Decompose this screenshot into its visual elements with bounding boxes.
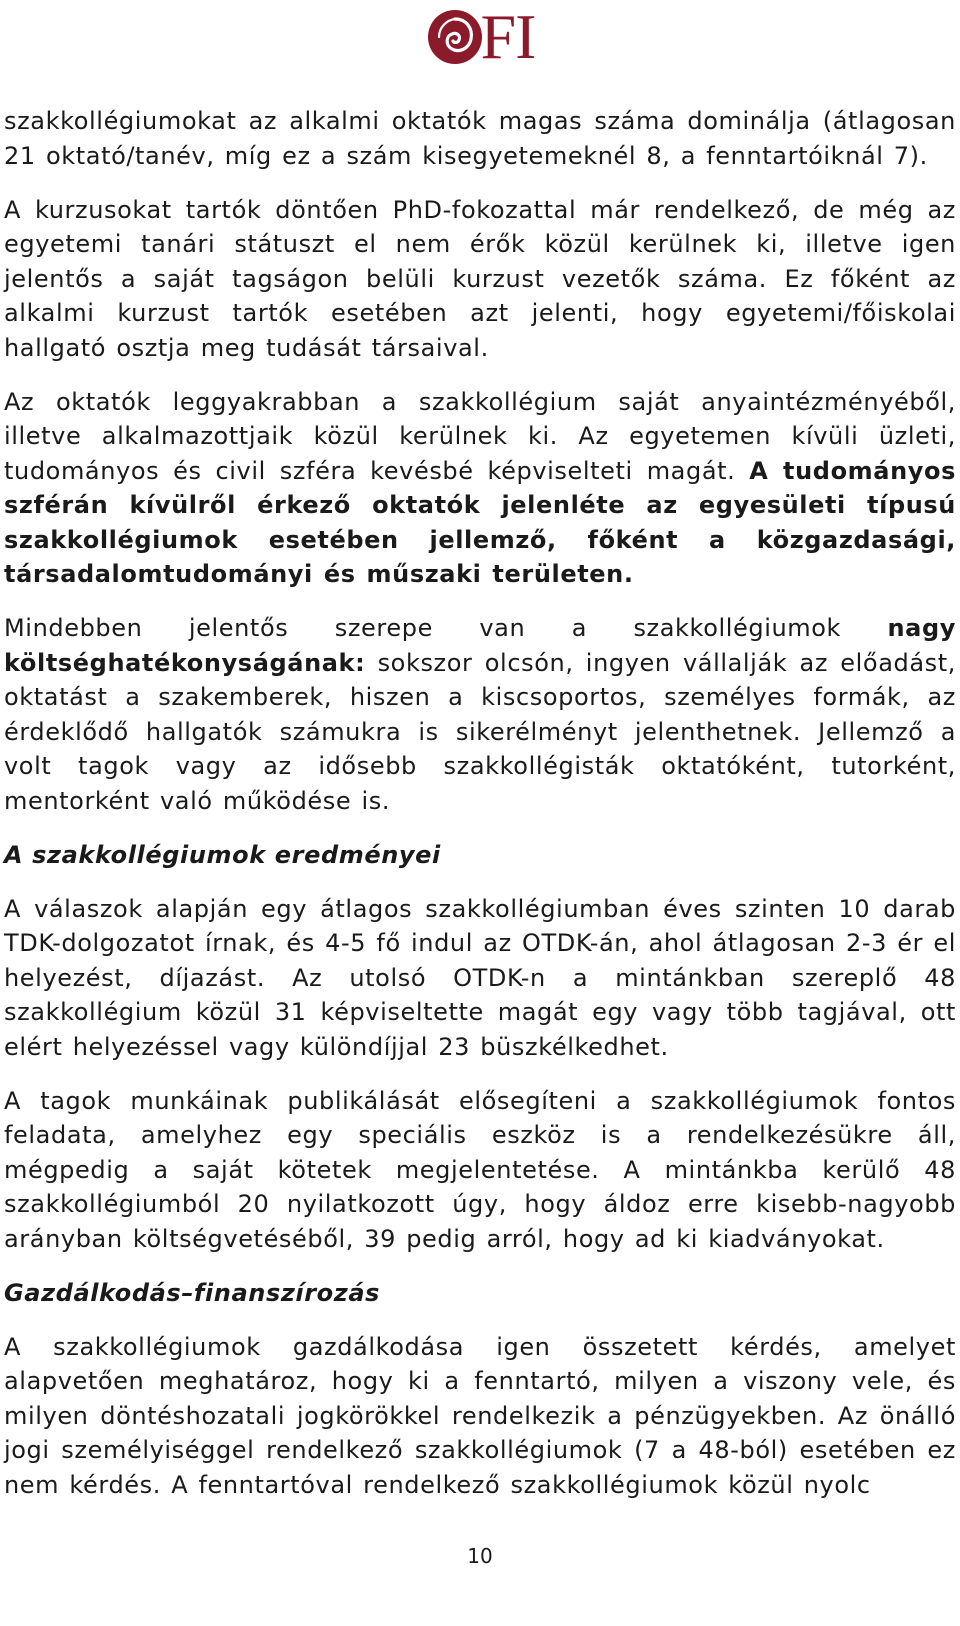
logo-letters: FI: [480, 1, 536, 72]
document-body: [4, 104, 956, 1522]
results-paragraph-1: A válaszok alapján egy átlagos szakkollégiumban éves szinten 10 darab TDK-dolgozatot írnak, és 4-5 fő indul az OTDK-án, ahol átlagosan 2-3 ér el helyezést, díjazást. Az utolsó OTDK-n a mintánkban szereplő 48 szakkollégium közül 31 képviseltette magát egy vagy több tagjával, ott elért helyezéssel vagy különdíjjal 23 büszkélkedhet.: [4, 894, 956, 1061]
paragraph-3: [4, 385, 956, 592]
paragraph-4-text-start: Mindebben jelentős szerepe van a szakkollégiumok: [4, 614, 888, 642]
results-paragraph-2: A tagok munkáinak publikálását elősegíteni a szakkollégiumok fontos feladata, amelyhez egy speciális eszköz is a rendelkezésükre áll, mégpedig a saját kötetek megjelentetése. A mintánkba kerülő 48 szakkollégiumból 20 nyilatkozott úgy, hogy áldoz erre kisebb-nagyobb arányban költségvetéséből, 39 pedig arról, hogy ad ki kiadványokat.: [4, 1086, 956, 1253]
section-heading-finance: Gazdálkodás–finanszírozás: [4, 1278, 381, 1307]
paragraph-4-text-end: sokszor olcsón, ingyen vállalják az előadást, oktatást a szakemberek, hiszen a kiscsoportos, személyes formák, az érdeklődő hallgatók számukra is sikerélményt jelenthetnek. Jellemző a volt tagok vagy az idősebb szakkollégisták oktatóként, tutorként, mentorként való működése is.: [4, 648, 956, 815]
section-heading-results: A szakkollégiumok eredményei: [4, 840, 441, 869]
page-number: 10: [467, 1544, 493, 1568]
paragraph-2: A kurzusokat tartók döntően PhD-fokozattal már rendelkező, de még az egyetemi tanári státuszt el nem érők közül kerülnek ki, illetve igen jelentős a saját tagságon belüli kurzust vezetők száma. Ez főként az alkalmi kurzust tartók esetében azt jelenti, hogy egyetemi/főiskolai hallgató osztja meg tudását társaival.: [4, 195, 956, 362]
header-logo: [0, 1, 960, 72]
paragraph-4-bold: nagy költséghatékonyságának:: [4, 614, 956, 677]
paragraph-1: szakkollégiumokat az alkalmi oktatók magas száma dominálja (átlagosan 21 oktató/tanév, míg ez a szám kisegyetemeknél 8, a fenntartóiknál 7).: [4, 107, 956, 170]
paragraph-4: [4, 611, 956, 818]
ofi-spiral-icon: [425, 7, 485, 67]
paragraph-3-text: Az oktatók leggyakrabban a szakkollégium saját anyaintézményéből, illetve alkalmazottjaik közül kerülnek ki. Az egyetemen kívüli üzleti, tudományos és civil szféra kevésbé képviselteti magát.: [4, 387, 956, 485]
paragraph-3-bold: A tudományos szférán kívülről érkező oktatók jelenléte az egyesületi típusú szakkollégiumok esetében jellemző, főként a közgazdasági, társadalomtudományi és műszaki területen.: [4, 456, 956, 588]
finance-paragraph-1: A szakkollégiumok gazdálkodása igen összetett kérdés, amelyet alapvetően meghatároz, hogy ki a fenntartó, milyen a viszony vele, és milyen döntéshozatali jogkörökkel rendelkezik a pénzügyekben. Az önálló jogi személyiséggel rendelkező szakkollégiumok (7 a 48-ból) esetében ez nem kérdés. A fenntartóval rendelkező szakkollégiumok közül nyolc: [4, 1332, 956, 1499]
